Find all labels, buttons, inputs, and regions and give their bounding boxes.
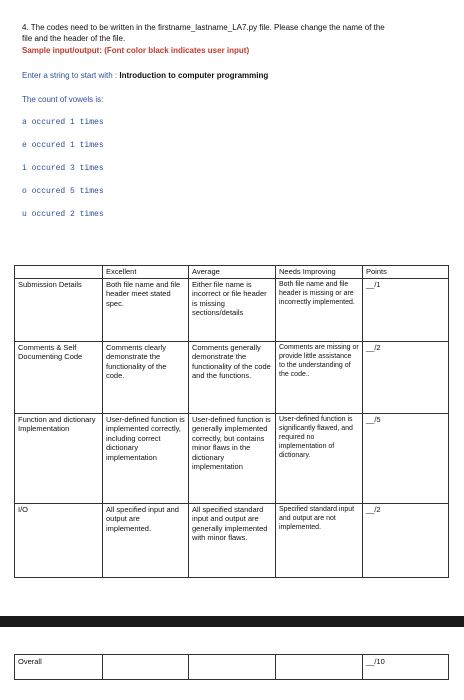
needs-cell: Comments are missing or provide little assistance to the understanding of the code.. <box>276 341 363 413</box>
average-cell: All specified standard input and output are generally implemented with minor flaws. <box>189 503 276 577</box>
instructions <box>22 22 442 56</box>
divider-bar <box>0 616 464 627</box>
rubric-header-row <box>15 266 449 279</box>
points-cell: __/2 <box>363 341 449 413</box>
overall-table <box>14 654 449 680</box>
prompt-label: Enter a string to start with : <box>22 71 120 80</box>
vowel-line-o: o occured 5 times <box>22 187 104 196</box>
points-cell: __/5 <box>363 413 449 503</box>
instruction-line-2: file and the header of the file. <box>22 34 126 43</box>
vowel-line-a: a occured 1 times <box>22 118 104 127</box>
overall-blank-1 <box>103 655 189 680</box>
needs-cell: Both file name and file header is missing or are incorrectly implemented. <box>276 278 363 341</box>
rubric-table <box>14 265 449 578</box>
excellent-cell: User-defined function is implemented correctly, including correct dictionary implementation <box>103 413 189 503</box>
table-row <box>15 341 449 413</box>
criterion-cell: Submission Details <box>15 278 103 341</box>
sample-label: Sample input/output: (Font color black indicates user input) <box>22 46 250 55</box>
rubric-header-average: Average <box>189 266 276 279</box>
overall-blank-3 <box>276 655 363 680</box>
criterion-cell: Comments & Self Documenting Code <box>15 341 103 413</box>
points-cell: __/2 <box>363 503 449 577</box>
vowel-line-e: e occured 1 times <box>22 141 104 150</box>
rubric-header-needs: Needs Improving <box>276 266 363 279</box>
overall-row <box>15 655 449 680</box>
sample-prompt <box>22 71 268 80</box>
overall-label: Overall <box>15 655 103 680</box>
table-row <box>15 413 449 503</box>
count-label: The count of vowels is: <box>22 95 104 104</box>
needs-cell: Specified standard input and output are not implemented. <box>276 503 363 577</box>
average-cell: User-defined function is generally implemented correctly, but contains minor flaws in the dictionary implementation <box>189 413 276 503</box>
overall-blank-2 <box>189 655 276 680</box>
excellent-cell: All specified input and output are implemented. <box>103 503 189 577</box>
average-cell: Either file name is incorrect or file header is missing sections/details <box>189 278 276 341</box>
criterion-cell: Function and dictionary Implementation <box>15 413 103 503</box>
excellent-cell: Comments clearly demonstrate the functionality of the code. <box>103 341 189 413</box>
rubric-header-blank <box>15 266 103 279</box>
needs-cell: User-defined function is significantly flawed, and required no implementation of dictionary. <box>276 413 363 503</box>
instruction-line-1: 4. The codes need to be written in the firstname_lastname_LA7.py file. Please change the name of the <box>22 23 385 32</box>
excellent-cell: Both file name and file header meet stated spec. <box>103 278 189 341</box>
prompt-input: Introduction to computer programming <box>119 71 269 80</box>
table-row <box>15 503 449 577</box>
average-cell: Comments generally demonstrate the functionality of the code and the functions. <box>189 341 276 413</box>
table-row <box>15 278 449 341</box>
rubric-header-excellent: Excellent <box>103 266 189 279</box>
criterion-cell: I/O <box>15 503 103 577</box>
points-cell: __/1 <box>363 278 449 341</box>
overall-points: __/10 <box>363 655 449 680</box>
vowel-line-i: i occured 3 times <box>22 164 104 173</box>
vowel-line-u: u occured 2 times <box>22 210 104 219</box>
rubric-header-points: Points <box>363 266 449 279</box>
